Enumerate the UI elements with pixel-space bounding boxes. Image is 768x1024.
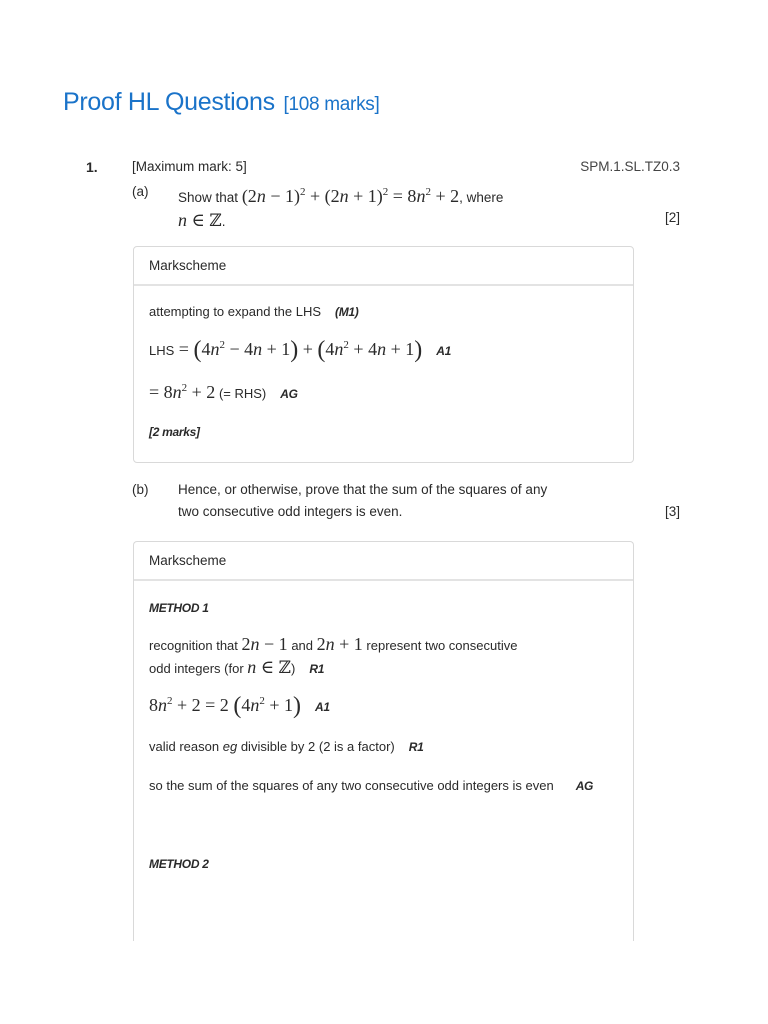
markscheme-a-box bbox=[133, 246, 634, 463]
ms-b-recognition-line2: odd integers (for n ∈ ℤ) R1 bbox=[149, 657, 325, 678]
ms-b-valid-reason: valid reason eg divisible by 2 (2 is a factor) R1 bbox=[149, 739, 424, 754]
ms-b-method2: METHOD 2 bbox=[149, 857, 209, 871]
markscheme-b-header: Markscheme bbox=[134, 542, 633, 581]
ms-a-total: [2 marks] bbox=[149, 425, 200, 439]
page-title bbox=[63, 88, 379, 117]
part-a-label: (a) bbox=[132, 184, 149, 199]
part-a-text: Show that $(2n - 1)^2 + (2n + 1)^2 = 8n^2 + 2$, where n ∈ ℤ. bbox=[178, 186, 504, 231]
ms-a-line-lhs: LHS = $(4n^2 - 4n + 1) + (4n^2 + 4n + 1)$ A1 bbox=[149, 337, 451, 363]
part-a-marks: [2] bbox=[664, 210, 680, 225]
ms-a-line-expand: attempting to expand the LHS (M1) bbox=[149, 304, 359, 319]
page-title-text: Proof HL Questions bbox=[63, 88, 275, 116]
part-b-label: (b) bbox=[132, 482, 149, 497]
question-reference: SPM.1.SL.TZ0.3 bbox=[580, 159, 680, 174]
ms-b-method1: METHOD 1 bbox=[149, 601, 209, 615]
ms-b-conclusion: so the sum of the squares of any two consecutive odd integers is even AG bbox=[149, 778, 594, 793]
markscheme-b-box bbox=[133, 541, 634, 941]
question-number: 1. bbox=[86, 159, 98, 175]
part-b-text: Hence, or otherwise, prove that the sum of the squares of any two consecutive odd integers is even. bbox=[178, 482, 548, 519]
ms-b-factor-equation: $8n^2 + 2 = 2$ $(4n^2 + 1)$ A1 bbox=[149, 693, 330, 719]
markscheme-a-header: Markscheme bbox=[134, 247, 633, 286]
ms-a-line-rhs: = $8n^2 + 2$ (= RHS) AG bbox=[149, 382, 298, 402]
part-a-domain: n ∈ ℤ bbox=[178, 210, 222, 231]
maximum-mark: [Maximum mark: 5] bbox=[132, 159, 247, 174]
total-marks: [108 marks] bbox=[283, 94, 380, 115]
ms-b-recognition-line1: recognition that 2n − 1 and 2n + 1 represent two consecutive bbox=[149, 634, 518, 654]
part-a-equation: $(2n - 1)^2 + (2n + 1)^2 = 8n^2 + 2$ bbox=[241, 186, 460, 206]
part-b-marks: [3] bbox=[664, 504, 680, 519]
